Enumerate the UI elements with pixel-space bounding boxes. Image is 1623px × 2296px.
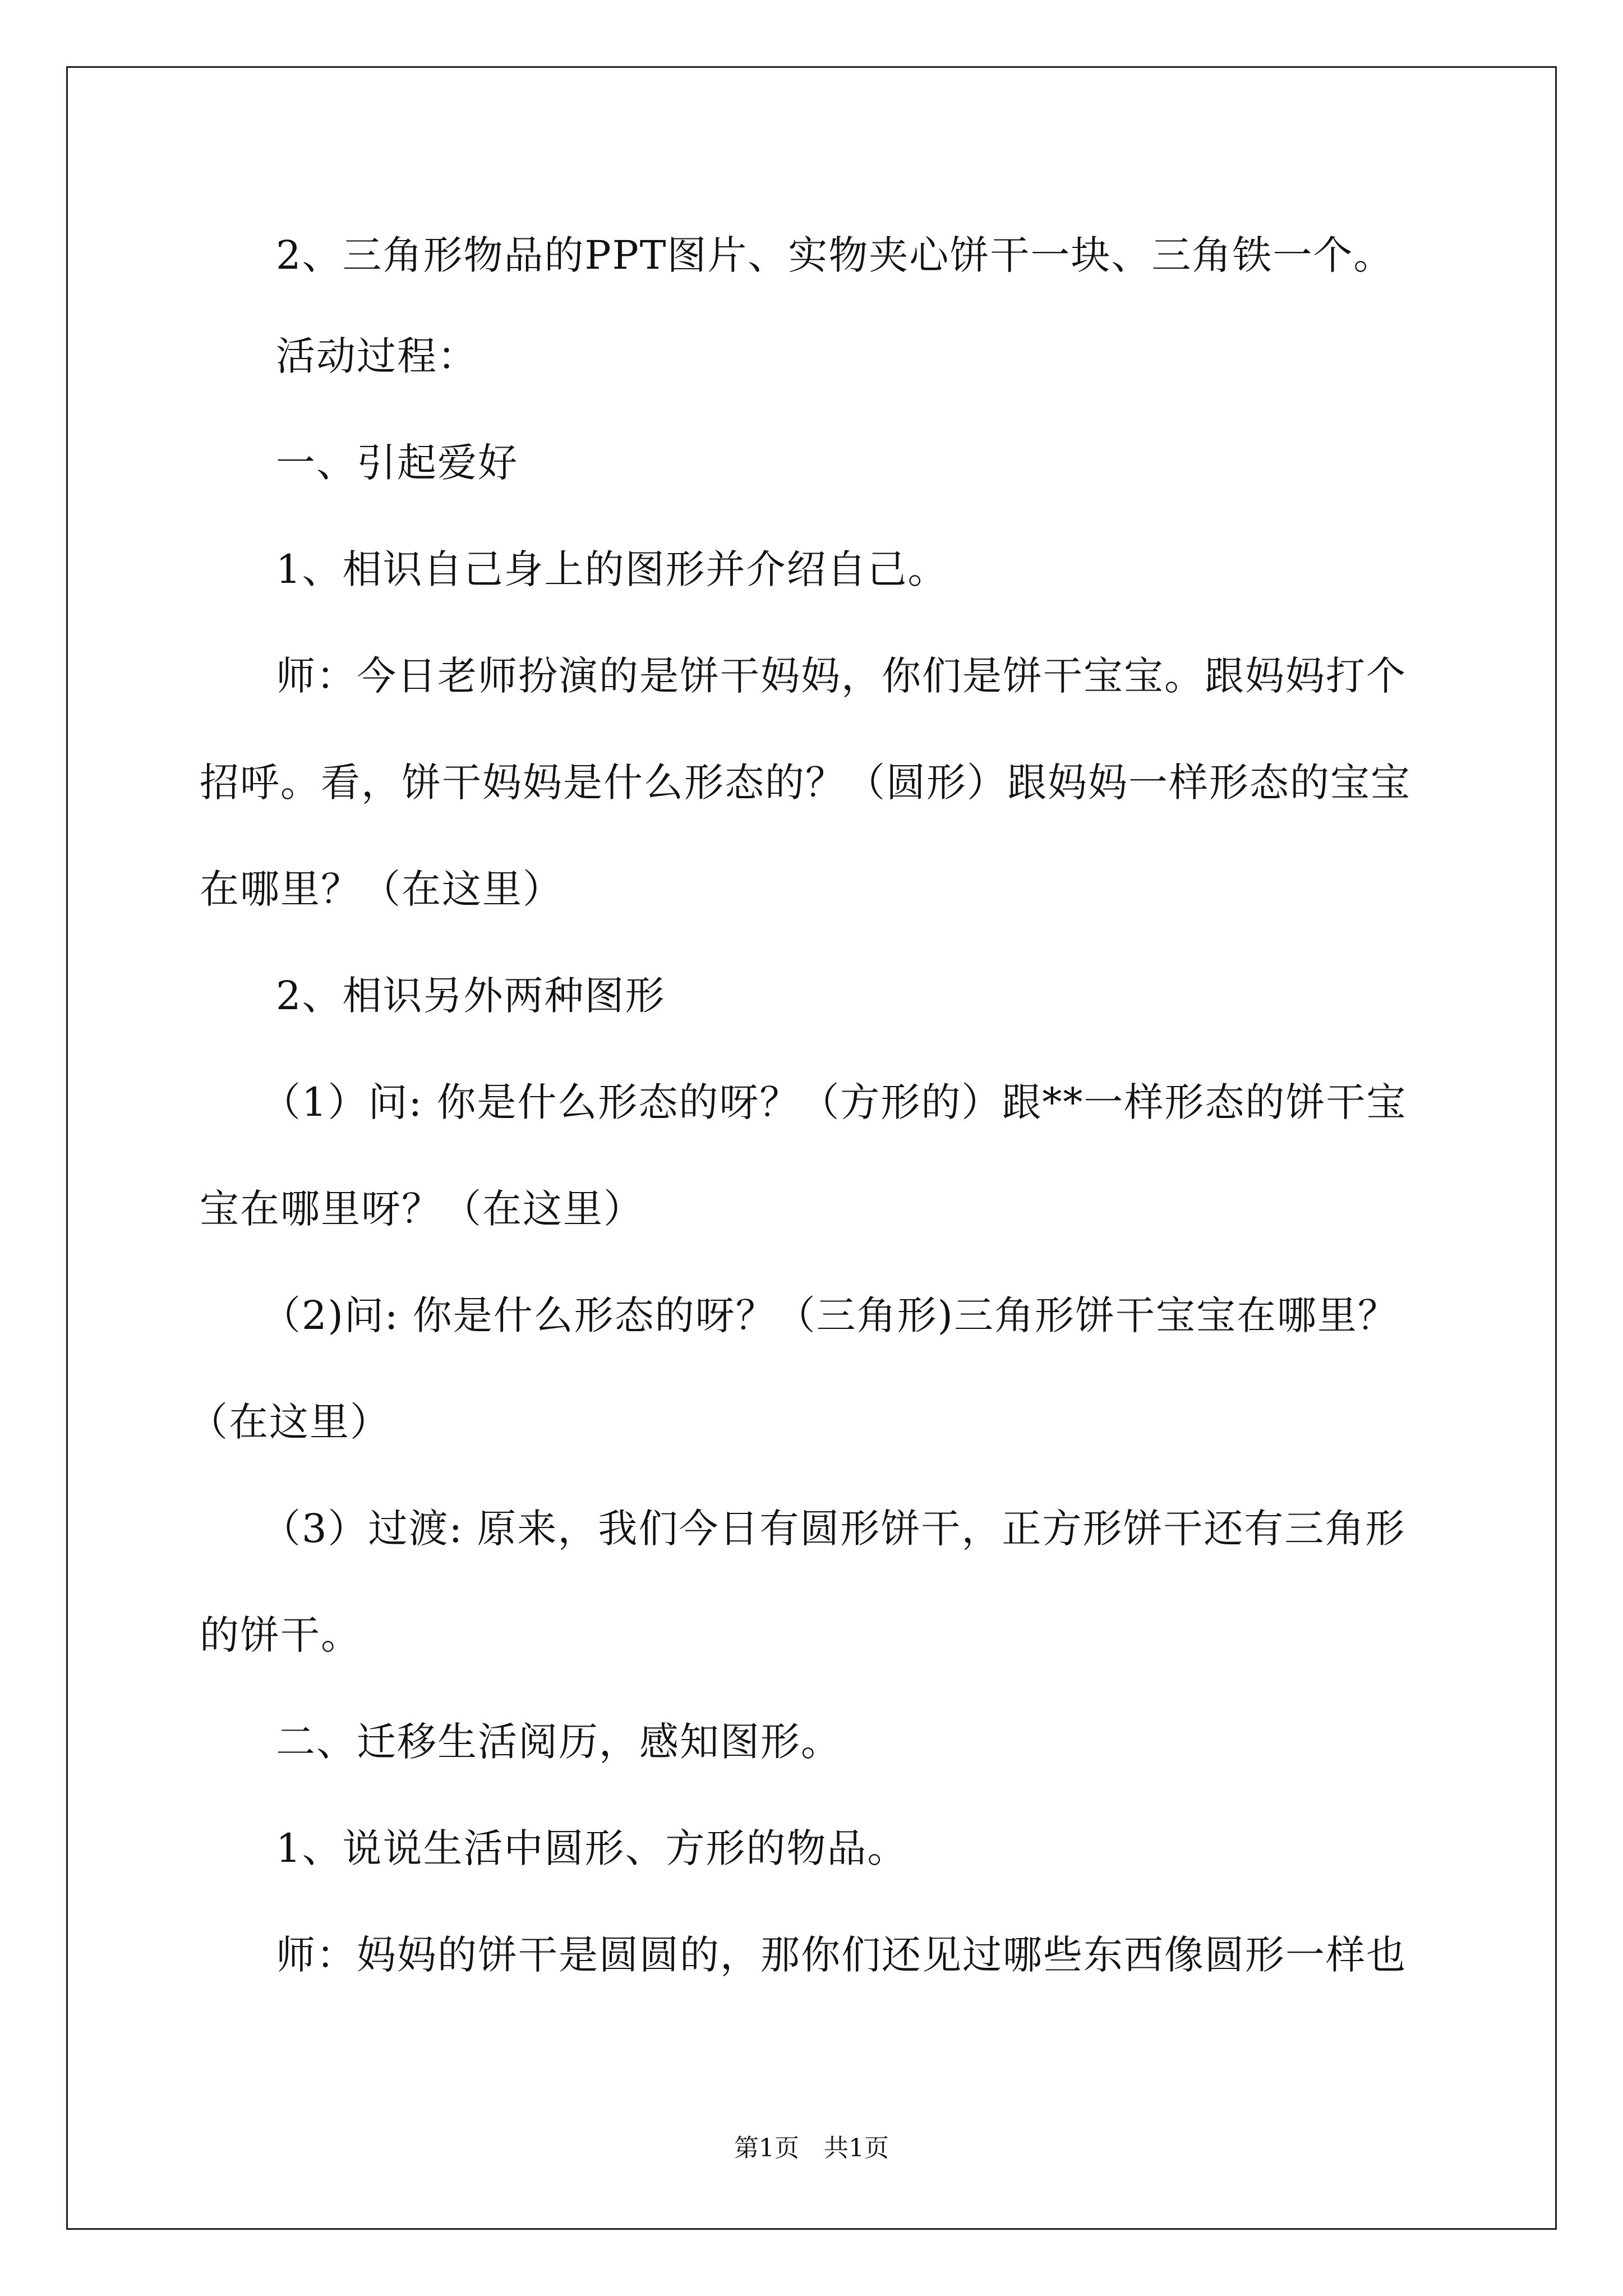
text-line-4: 1、相识自己身上的图形并介绍自己。 (276, 546, 948, 592)
text-line-12: （在这里） (188, 1399, 390, 1445)
text-line-16: 1、说说生活中圆形、方形的物品。 (276, 1825, 908, 1871)
text-line-6: 招呼。看，饼干妈妈是什么形态的？（圆形）跟妈妈一样形态的宝宝 (200, 760, 1411, 806)
text-line-10: 宝在哪里呀？（在这里） (200, 1186, 644, 1232)
page-footer: 第1页 共1页 (734, 2134, 889, 2162)
text-line-14: 的饼干。 (200, 1612, 361, 1658)
text-line-9: （1）问: 你是什么形态的呀？（方形的）跟**一样形态的饼干宝 (261, 1079, 1407, 1125)
text-line-3: 一、引起爱好 (276, 440, 518, 486)
text-line-15: 二、迁移生活阅历，感知图形。 (276, 1719, 841, 1765)
text-line-5: 师：今日老师扮演的是饼干妈妈，你们是饼干宝宝。跟妈妈打个 (276, 653, 1407, 699)
page-border (66, 66, 1557, 2230)
text-line-7: 在哪里？（在这里） (200, 866, 563, 912)
text-line-13: （3）过渡: 原来，我们今日有圆形饼干，正方形饼干还有三角形 (261, 1506, 1406, 1552)
text-line-11: （2)问: 你是什么形态的呀？（三角形)三角形饼干宝宝在哪里？ (261, 1292, 1398, 1338)
text-line-2: 活动过程： (276, 333, 478, 379)
text-line-17: 师：妈妈的饼干是圆圆的，那你们还见过哪些东西像圆形一样也 (276, 1932, 1407, 1978)
text-line-1: 2、三角形物品的PPT图片、实物夹心饼干一块、三角铁一个。 (276, 232, 1394, 278)
text-line-8: 2、相识另外两种图形 (276, 973, 666, 1019)
